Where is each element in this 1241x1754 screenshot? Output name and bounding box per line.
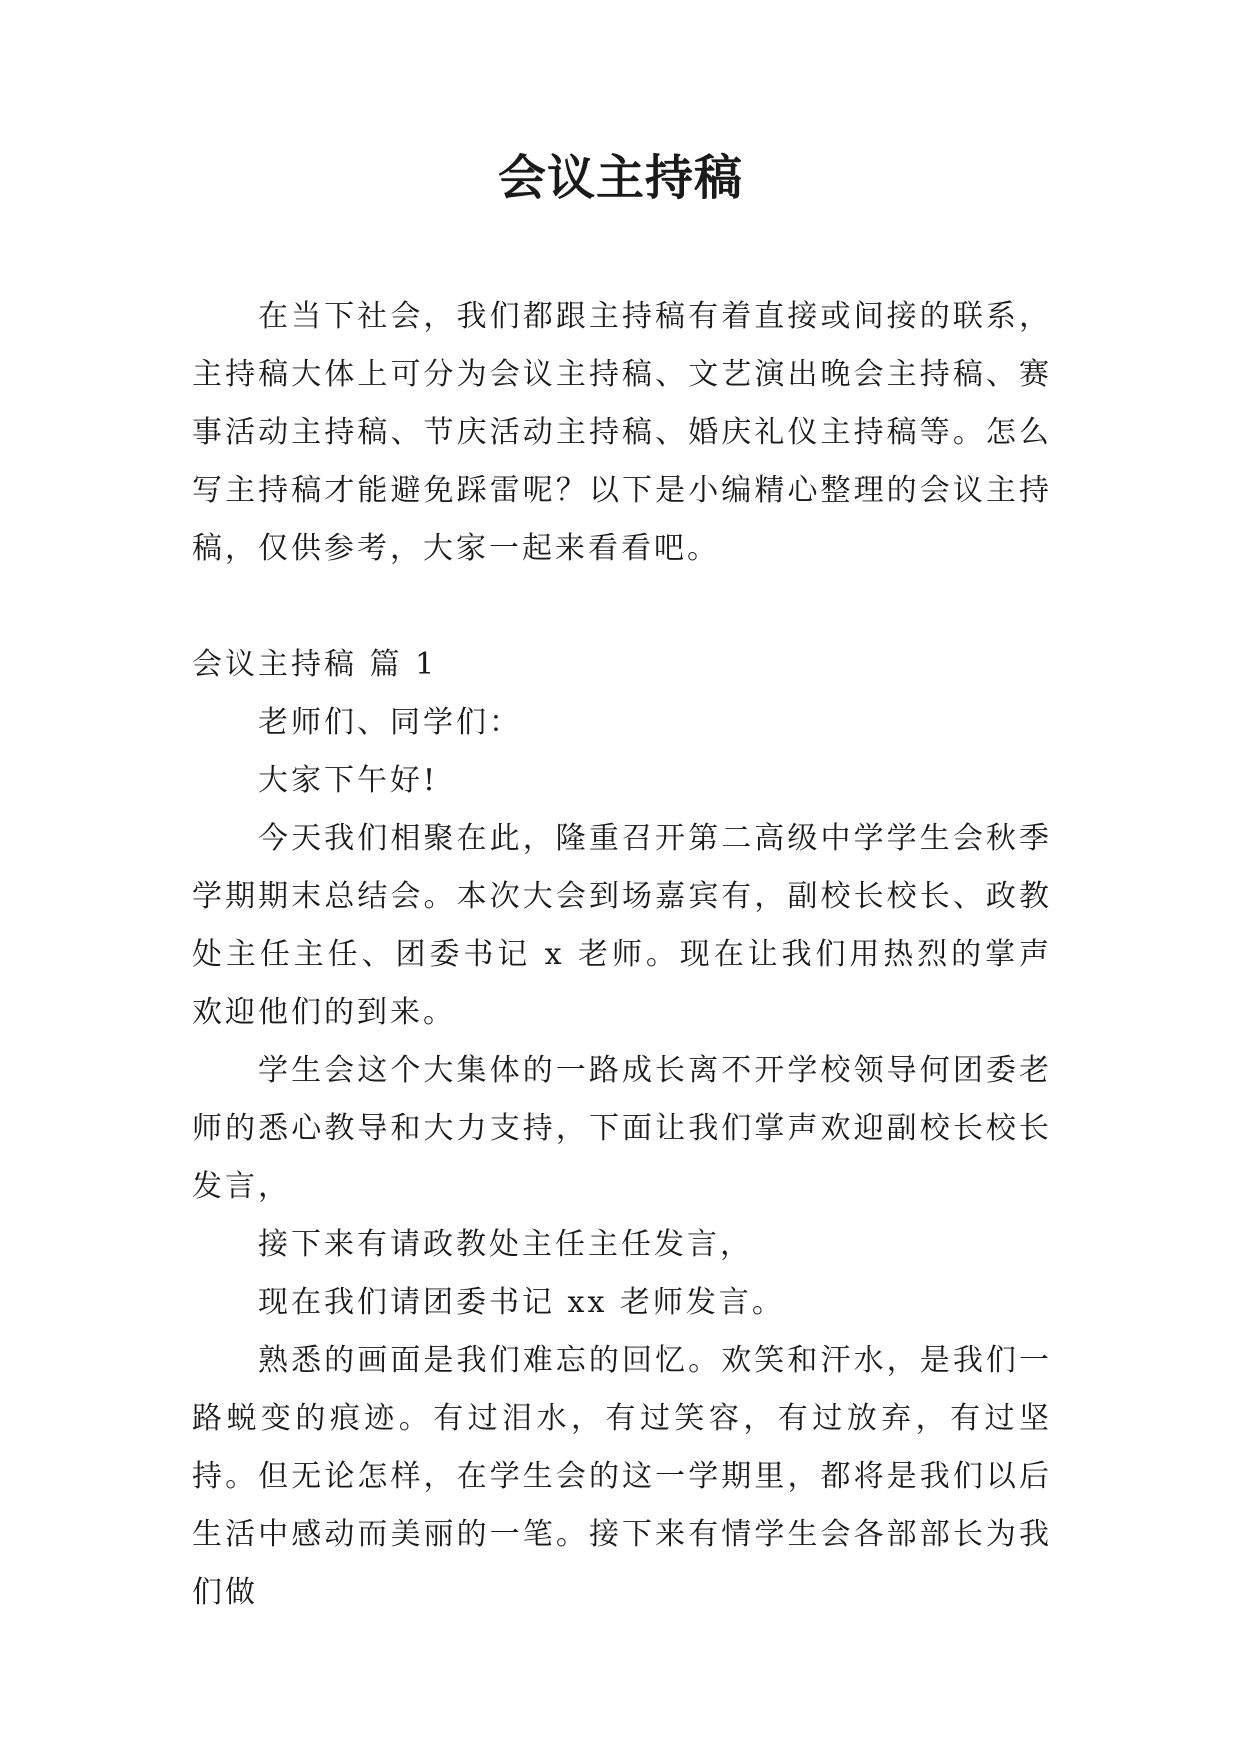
document-body — [192, 288, 1052, 1622]
paragraph-greeting: 老师们、同学们： — [258, 705, 522, 740]
paragraph-secretary: 现在我们请团委书记 xx 老师发言。 — [258, 1285, 785, 1320]
paragraph-director: 接下来有请政教处主任主任发言， — [258, 1227, 753, 1262]
paragraph-opening: 今天我们相聚在此，隆重召开第二高级中学学生会秋季学期期末总结会。本次大会到场嘉宾有，副校长校长、政教处主任主任、团委书记 x 老师。现在让我们用热烈的掌声欢迎他们的到来。 — [192, 821, 1052, 1030]
paragraph-good-afternoon: 大家下午好! — [258, 763, 439, 798]
intro-paragraph: 在当下社会，我们都跟主持稿有着直接或间接的联系，主持稿大体上可分为会议主持稿、文艺演出晚会主持稿、赛事活动主持稿、节庆活动主持稿、婚庆礼仪主持稿等。怎么写主持稿才能避免踩雷呢？以下是小编精心整理的会议主持稿，仅供参考，大家一起来看看吧。 — [192, 299, 1052, 566]
paragraph-memories: 熟悉的画面是我们难忘的回忆。欢笑和汗水，是我们一路蜕变的痕迹。有过泪水，有过笑容，有过放弃，有过坚持。但无论怎样，在学生会的这一学期里，都将是我们以后生活中感动而美丽的一笔。接下来有情学生会各部部长为我们做 — [192, 1343, 1052, 1610]
section-heading: 会议主持稿 篇 1 — [192, 647, 438, 682]
paragraph-vice-principal: 学生会这个大集体的一路成长离不开学校领导何团委老师的悉心教导和大力支持，下面让我们掌声欢迎副校长校长发言， — [192, 1053, 1052, 1204]
document-title: 会议主持稿 — [497, 150, 743, 206]
